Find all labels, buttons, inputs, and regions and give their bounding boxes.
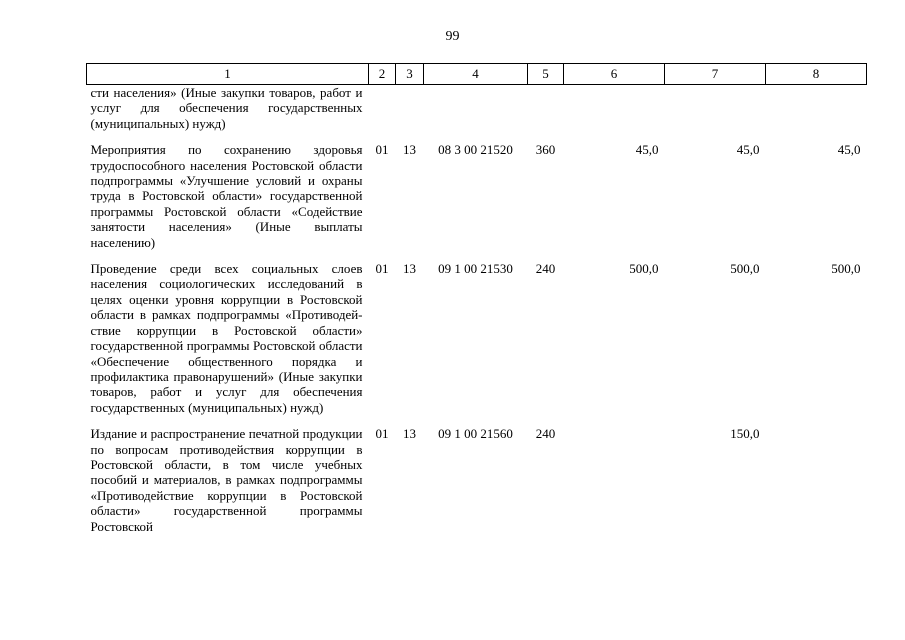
row-target-article-code: 09 1 00 21560 [438, 426, 513, 442]
row-description: Проведение среди всех социальных слоев населения социологических исследований в целях оценки уровня коррупции в Ростовской области в рамках подпрограммы «Противодей-ствие коррупции в Ростовской области» государственной программы Ростовской области «Обеспечение общественного порядка и профилактика правонарушений» (Иные закупки товаров, работ и услуг для обеспечения государственных (муниципальных) нужд) [90, 261, 363, 415]
row-amount-year-2: 45,0 [736, 142, 760, 158]
row-target-article-code: 09 1 00 21530 [438, 261, 513, 277]
row-target-article-code: 08 3 00 21520 [438, 142, 513, 158]
column-header-7: 7 [665, 64, 766, 85]
row-description: Мероприятия по сохранению здоровья трудоспособного населения Ростовской области подпрограммы «Улучшение условий и охраны труда в Ростовской области» государственной программы Ростовской области «Содействие занятости населения» (Иные выплаты населению) [90, 142, 363, 250]
column-header-2: 2 [369, 64, 396, 85]
table-row [87, 250, 867, 415]
column-header-4: 4 [424, 64, 528, 85]
page-number: 99 [445, 29, 460, 44]
row-amount-year-1: 45,0 [635, 142, 659, 158]
row-amount-year-1 [564, 415, 665, 534]
budget-table [86, 63, 867, 534]
row-expense-type-code [528, 85, 564, 132]
row-amount-year-1 [564, 85, 665, 132]
row-target-article-code [424, 85, 528, 132]
column-header-1: 1 [87, 64, 369, 85]
row-section-code: 01 [375, 426, 389, 442]
row-expense-type-code: 360 [535, 142, 556, 158]
row-amount-year-3 [766, 85, 867, 132]
column-header-8: 8 [766, 64, 867, 85]
table-row [87, 415, 867, 534]
row-section-code: 01 [375, 142, 389, 158]
row-expense-type-code: 240 [535, 261, 556, 277]
row-subsection-code: 13 [403, 261, 416, 277]
column-header-5: 5 [528, 64, 564, 85]
row-amount-year-2: 500,0 [730, 261, 760, 277]
row-amount-year-3: 500,0 [831, 261, 861, 277]
row-amount-year-1: 500,0 [629, 261, 659, 277]
row-description: Издание и распространение печатной продукции по вопросам противодействия коррупции в Ростовской области, в том числе учебных пособий и материалов, в рамках подпрограммы «Противодействие коррупции в Ростовской области» государственной программы Ростовской [90, 426, 363, 534]
row-amount-year-2: 150,0 [730, 426, 760, 442]
row-expense-type-code: 240 [535, 426, 556, 442]
row-amount-year-3 [766, 415, 867, 534]
row-section-code [369, 85, 396, 132]
row-subsection-code: 13 [403, 142, 416, 158]
row-amount-year-3: 45,0 [837, 142, 861, 158]
table-row [87, 131, 867, 250]
row-description: сти населения» (Иные закупки товаров, работ и услуг для обеспечения государственных (муниципальных) нужд) [90, 85, 363, 131]
row-amount-year-2 [665, 85, 766, 132]
row-subsection-code: 13 [403, 426, 416, 442]
column-header-3: 3 [396, 64, 424, 85]
row-section-code: 01 [375, 261, 389, 277]
table-row [87, 85, 867, 132]
column-number-header-row [87, 64, 867, 85]
column-header-6: 6 [564, 64, 665, 85]
row-subsection-code [396, 85, 424, 132]
